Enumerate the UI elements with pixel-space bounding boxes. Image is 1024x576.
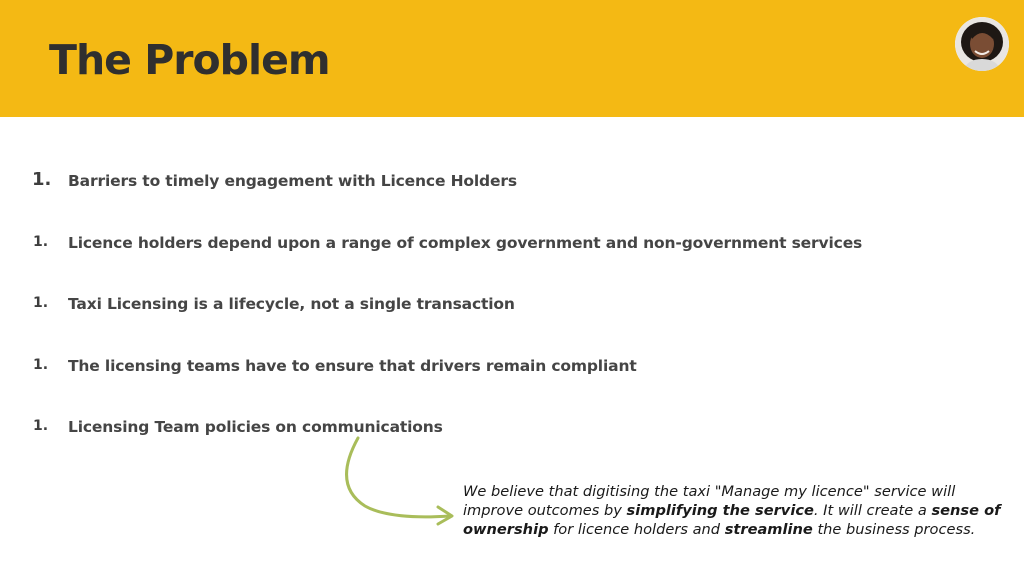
list-number: 1. bbox=[33, 357, 49, 373]
list-number: 1. bbox=[32, 169, 52, 190]
list-number: 1. bbox=[33, 295, 49, 311]
list-item bbox=[0, 357, 1024, 387]
curved-arrow-icon bbox=[330, 430, 465, 534]
list-item-text: Licensing Team policies on communications bbox=[68, 418, 443, 436]
callout-text: We believe that digitising the taxi "Manage my licence" service will improve outcomes by simplifying the service. It will create a sense of ownership for licence holders and streamline the business process. bbox=[463, 483, 1001, 538]
page-title: The Problem bbox=[49, 36, 330, 84]
list-item-text: The licensing teams have to ensure that drivers remain compliant bbox=[68, 357, 637, 375]
callout-bold-2: sense of ownership bbox=[463, 502, 1001, 538]
list-number: 1. bbox=[33, 234, 49, 250]
list-item-text: Licence holders depend upon a range of complex government and non-government services bbox=[68, 234, 863, 252]
callout-bold-1: simplifying the service bbox=[626, 502, 814, 519]
list-item bbox=[0, 418, 1024, 448]
list-number: 1. bbox=[33, 418, 49, 434]
list-item bbox=[0, 234, 1024, 264]
list-item bbox=[0, 169, 1024, 202]
list-item-text: Barriers to timely engagement with Licence Holders bbox=[68, 172, 517, 190]
callout-bold-3: streamline bbox=[724, 521, 813, 538]
list-item bbox=[0, 295, 1024, 325]
header-bar bbox=[0, 0, 1024, 117]
list-item-text: Taxi Licensing is a lifecycle, not a single transaction bbox=[68, 295, 515, 313]
avatar bbox=[955, 17, 1009, 71]
